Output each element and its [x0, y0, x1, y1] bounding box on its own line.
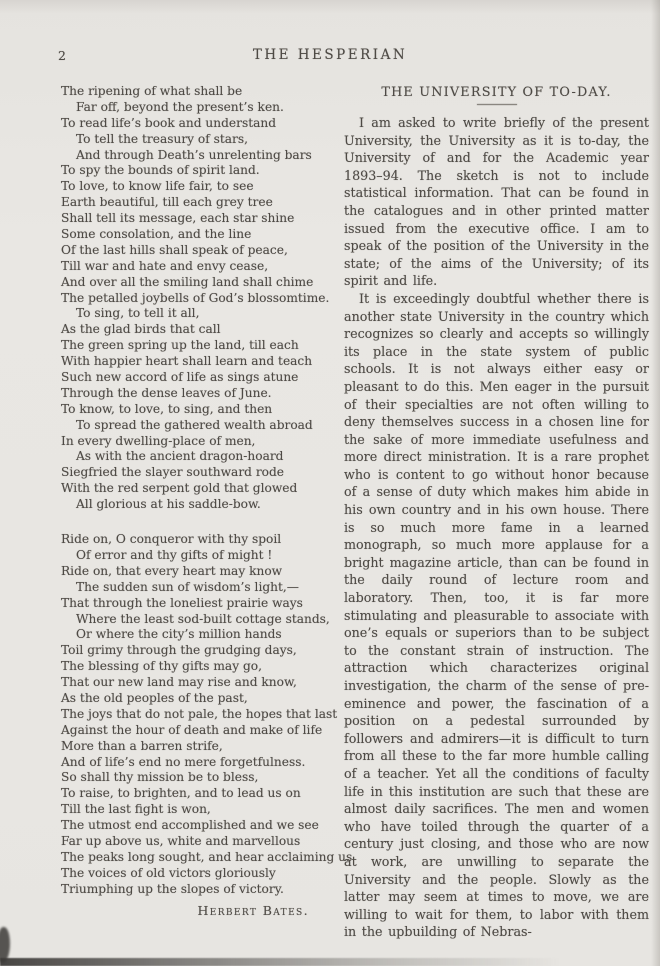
poem-line: The utmost end accomplished and we see	[61, 818, 319, 833]
poem-line: Where the least sod-built cottage stands,	[76, 611, 330, 626]
poem-line: That through the loneliest prairie ways	[61, 595, 303, 610]
poem-line: Earth beautiful, till each grey tree	[61, 195, 273, 210]
poem-line: The sudden sun of wisdom’s light,—	[76, 579, 299, 594]
poem-line: So shall thy mission be to bless,	[61, 770, 259, 785]
poem-line: To spread the gathered wealth abroad	[76, 417, 313, 432]
poem-line: Such new accord of life as sings atune	[61, 370, 299, 385]
poem-line: The ripening of what shall be	[61, 84, 243, 98]
poem-byline: Herbert Bates.	[197, 902, 309, 918]
poem-line: Triumphing up the slopes of victory.	[61, 881, 284, 896]
poem-line: Shall tell its message, each star shine	[61, 211, 295, 226]
poem-line: And through Death’s unrelenting bars	[76, 147, 312, 162]
poem-line: The peaks long sought, and hear acclaiming us	[61, 849, 353, 864]
poem-line: To know, to love, to sing, and then	[61, 401, 273, 416]
poem-line: To love, to know life fair, to see	[61, 179, 254, 194]
right-edge-shade-artifact	[651, 0, 660, 966]
title-rule-divider	[477, 104, 517, 105]
poem-line: Till the last fight is won,	[61, 802, 211, 817]
poem-line: Siegfried the slayer southward rode	[61, 465, 284, 480]
poem-line: Through the dense leaves of June.	[61, 385, 272, 400]
article-paragraph: I am asked to write briefly of the present University, the University as it is to-day, the University of and for the Academic year 1893–94. The sketch is not to include statistical information. That can be found in the catalogues and in other printed matter issued from the executive office. I am to speak of the position of the University in the state; of the aims of the University; of its spirit and life.	[344, 115, 649, 289]
poem-line: With happier heart shall learn and teach	[61, 354, 313, 369]
poem-line: To read life’s book and understand	[61, 115, 277, 130]
poem-line: Far up above us, white and marvellous	[61, 833, 301, 848]
poem-line: As the old peoples of the past,	[61, 690, 248, 705]
poem-line: That our new land may rise and know,	[61, 675, 297, 690]
poem-line: As the glad birds that call	[61, 322, 221, 337]
poem-line: Of the last hills shall speak of peace,	[61, 242, 288, 257]
poem-line: To sing, to tell it all,	[76, 306, 200, 321]
masthead-title: THE HESPERIAN	[252, 47, 408, 63]
poem-line: More than a barren strife,	[61, 738, 223, 753]
poem-line: Ride on, O conqueror with thy spoil	[61, 532, 282, 547]
poem-stanza	[61, 84, 330, 513]
article-title: THE UNIVERSITY OF TO-DAY.	[381, 85, 612, 100]
poem-line: To raise, to brighten, and to lead us on	[61, 786, 301, 801]
poem-line: Ride on, that every heart may know	[61, 563, 283, 578]
poem-line: Till war and hate and envy cease,	[61, 258, 269, 273]
article-body	[344, 114, 649, 941]
top-edge-shade-artifact	[0, 0, 660, 14]
poem-line: To spy the bounds of spirit land.	[61, 163, 260, 178]
poem-line: All glorious at his saddle-bow.	[76, 497, 261, 512]
poem-line: The joys that do not pale, the hopes that last	[61, 706, 338, 721]
page-number: 2	[58, 48, 66, 63]
poem-line: Or where the city’s million hands	[76, 627, 282, 642]
poem-line: Of error and thy gifts of might !	[76, 547, 273, 562]
poem-line: And of life’s end no mere forgetfulness.	[61, 754, 306, 769]
poem-line: As with the ancient dragon-hoard	[76, 449, 284, 464]
poem-line: The blessing of thy gifts may go,	[61, 659, 262, 674]
bottom-edge-shadow-artifact	[0, 958, 560, 966]
poem-column	[61, 84, 353, 918]
poem-line: Some consolation, and the line	[61, 227, 252, 242]
poem-stanzas	[61, 84, 353, 898]
poem-line: In every dwelling-place of men,	[61, 433, 256, 448]
poem-line: The green spring up the land, till each	[61, 338, 299, 353]
poem-line: And over all the smiling land shall chime	[61, 274, 314, 289]
poem-stanza	[61, 532, 353, 897]
poem-line: Against the hour of death and make of life	[61, 722, 323, 737]
article-column	[344, 85, 649, 941]
poem-line: Toil grimy through the grudging days,	[61, 643, 297, 658]
poem-line: The petalled joybells of God’s blossomtime.	[61, 290, 330, 305]
poem-line: With the red serpent gold that glowed	[61, 481, 298, 496]
article-paragraph: It is exceedingly doubtful whether there is another state University in the country which recognizes so clearly and accepts so willingly its place in the state system of public schools. It is not always either easy or pleasant to do this. Men eager in the pursuit of their specialties are not often willing to deny themselves success in a chosen line for the sake of more immediate usefulness and more direct ministration. It is a rare prophet who is content to go without honor because of a sense of duty which makes him abide in his own country and in his own house. There is so much more fame in a learned monograph, so much more applause for a bright magazine article, than can be found in the daily round of lecture room and laboratory. Then, too, it is far more stimulating and pleasurable to associate with one’s equals or superiors than to be subject to the constant strain of instruction. The attraction which characterizes original investigation, the charm of the sense of pre-eminence and power, the fascination of a position on a pedestal surrounded by followers and admirers—it is difficult to turn from all these to the far more humble calling of a teacher. Yet all the conditions of faculty life in this institution are such that these are almost daily sacrifices. The men and women who have toiled through the quarter of a century just closing, and those who are now at work, are unwilling to separate the University and the people. Slowly as the latter may seem at times to move, we are willing to wait for them, to labor with them in the upbuilding of Nebras-	[344, 290, 649, 940]
poem-line: To tell the treasury of stars,	[76, 131, 248, 146]
poem-line: Far off, beyond the present’s ken.	[76, 99, 284, 114]
poem-line: The voices of old victors gloriously	[61, 865, 276, 880]
